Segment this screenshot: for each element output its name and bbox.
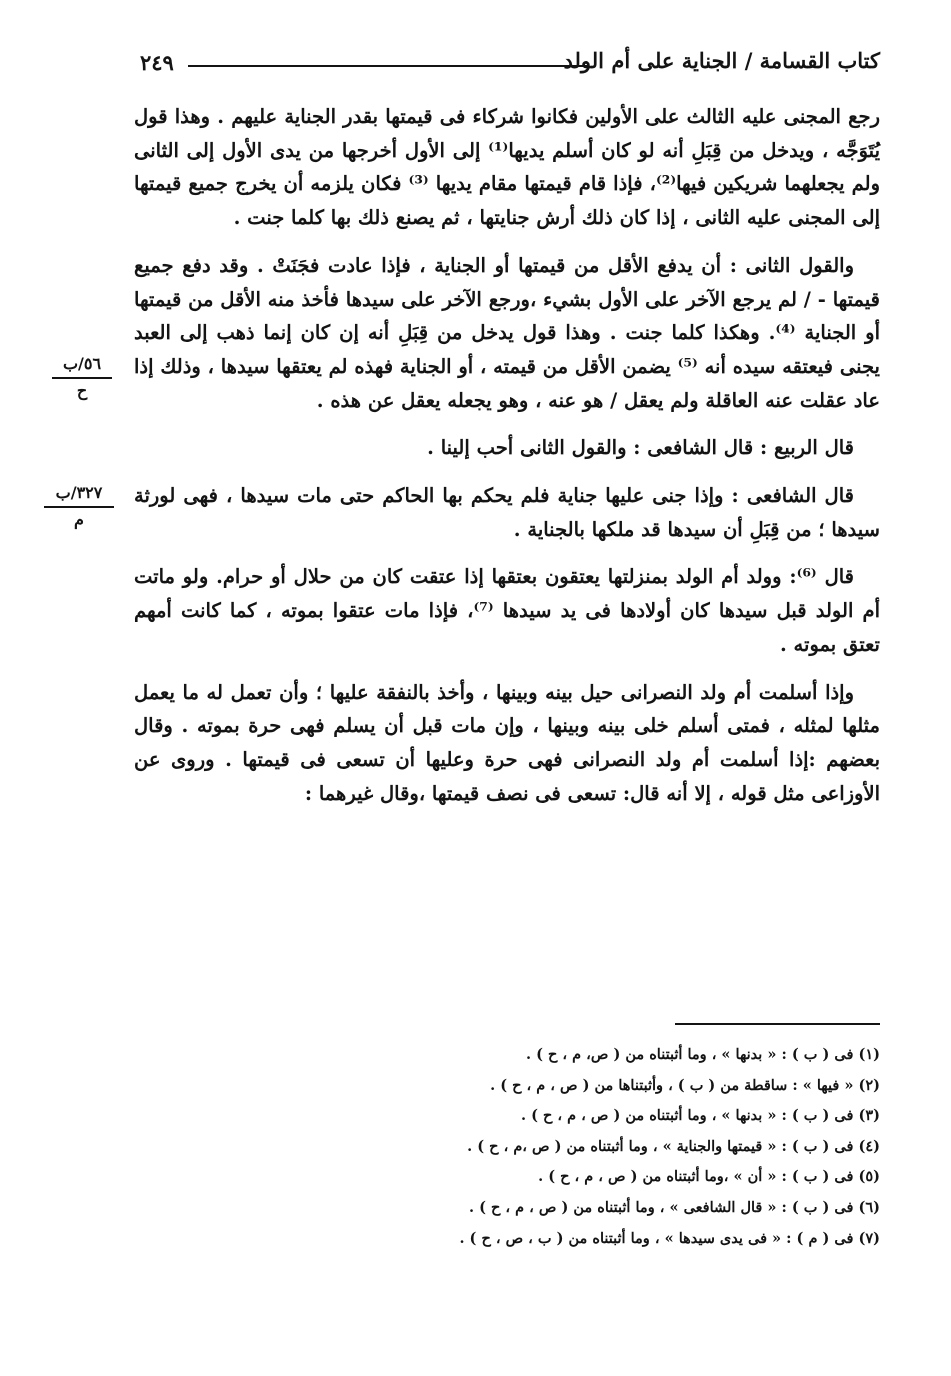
- paragraph-lead: قال ⁽⁶⁾: [796, 565, 855, 589]
- paragraph-text: : وإذا جنى عليها جناية فلم يحكم بها الحاكم حتى مات سيدها ، فهى لورثة سيدها ؛ من قِبَلِ أن سيدها قد ملكها بالجناية .: [134, 484, 880, 541]
- paragraph: [134, 676, 880, 811]
- footnote: (٣) فى ( ب ) : « بدنها » ، وما أثبتناه من ( ص ، م ، ح ) .: [520, 1107, 880, 1125]
- paragraph-text: : أن يدفع الأقل من قيمتها أو الجناية ، فإذا عادت فجَنَتْ . وقد دفع جميع قيمتها - / لم يرجع الآخر على الأول بشيء ،ورجع الآخر على سيدها فأخذ منه الأقل من قيمتها أو الجناية ⁽⁴⁾. وهكذا كلما جنت . وهذا قول يدخل من قِبَلِ أنه إن كان إنما ذهب إلى العبد يجنى فيعتقه سيده أنه ⁽⁵⁾ يضمن الأقل من قيمته ، أو الجناية فهذه لم يعتقها سيدها ، وذلك إذا عاد عقلت عنه العاقلة ولم يعقل / هو عنه ، وهو يجعله يعقل عن هذه .: [134, 253, 880, 412]
- folio-number: ٥٦/ب: [52, 354, 112, 379]
- running-title: كتاب القسامة / الجناية على أم الولد: [563, 48, 880, 73]
- footnotes: [134, 1040, 880, 1254]
- footnote: (٥) فى ( ب ) : « أن » ،وما أثبتناه من ( ص ، م ، ح ) .: [538, 1168, 880, 1186]
- footnote: (٦) فى ( ب ) : « قال الشافعى » ، وما أثبتناه من ( ص ، م ، ح ) .: [469, 1198, 880, 1216]
- paragraph: [134, 479, 880, 546]
- paragraph: [134, 431, 880, 465]
- paragraph-text: : وولد أم الولد بمنزلتها يعتقون بعتقها إذا عتقت كان من حلال أو حرام. ولو ماتت أم الولد قبل سيدها كان أولادها فى يد سيدها ⁽⁷⁾، فإذا مات عتقوا بموته ، كما كانت أمهم تعتق بموته .: [134, 565, 880, 656]
- page-number: ٢٤٩: [140, 50, 174, 75]
- paragraph: [134, 100, 880, 235]
- footnote-separator: [675, 1023, 880, 1025]
- paragraph: [134, 249, 880, 418]
- folio-number: ٣٢٧/ب: [44, 483, 114, 508]
- manuscript-folio-marker: [52, 354, 112, 401]
- page-header: [130, 46, 880, 80]
- paragraph-lead: قال الشافعى: [746, 484, 854, 508]
- paragraph-text: وإذا أسلمت أم ولد النصرانى حيل بينه وبينها ، وأخذ بالنفقة عليها ؛ وأن تعمل له ما يعمل مثلها لمثله ، فمتى أسلم خلى بينه وبينها ، وإن مات قبل أن يسلم فهى حرة بموته . وقال بعضهم :إذا أسلمت أم ولد النصرانى فهى حرة وعليها أن تسعى فى قيمتها . وروى عن الأوزاعى مثل قوله ، إلا أنه قال: تسعى فى نصف قيمتها ،وقال غيرهما :: [134, 680, 880, 805]
- manuscript-siglum: ح: [76, 381, 88, 400]
- footnote: (٢) « فيها » : ساقطة من ( ب ) ، وأثبتناها من ( ص ، م ، ح ) .: [490, 1076, 880, 1094]
- footnote: (٧) فى ( م ) : « فى يدى سيدها » ، وما أثبتناه من ( ب ، ص ، ح ) .: [459, 1229, 880, 1247]
- paragraph-text: قال الربيع : قال الشافعى : والقول الثانى أحب إلينا .: [427, 436, 854, 460]
- paragraph-lead: والقول الثانى: [745, 253, 854, 277]
- main-text: [134, 100, 880, 810]
- paragraph: [134, 560, 880, 661]
- paragraph-text: رجع المجنى عليه الثالث على الأولين فكانوا شركاء فى قيمتها بقدر الجناية عليهم . وهذا قول يُتَوَجَّه ، ويدخل من قِبَلِ أنه لو كان أسلم يديها⁽¹⁾ إلى الأول أخرجها من يدى الأول إلى الثانى ولم يجعلهما شريكين فيها⁽²⁾، فإذا قام قيمتها مقام يديها ⁽³⁾ فكان يلزمه أن يخرج جميع قيمتها إلى المجنى عليه الثانى ، إذا كان ذلك أرش جنايتها ، ثم يصنع ذلك بها كلما جنت .: [134, 105, 881, 230]
- footnote: (١) فى ( ب ) : « بدنها » ، وما أثبتناه من ( ص، م ، ح ) .: [526, 1046, 880, 1063]
- footnote: (٤) فى ( ب ) : « قيمتها والجناية » ، وما أثبتناه من ( ص ،م ، ح ) .: [467, 1137, 880, 1155]
- header-rule: [188, 65, 588, 67]
- manuscript-folio-marker: [44, 483, 114, 530]
- manuscript-siglum: م: [74, 510, 84, 529]
